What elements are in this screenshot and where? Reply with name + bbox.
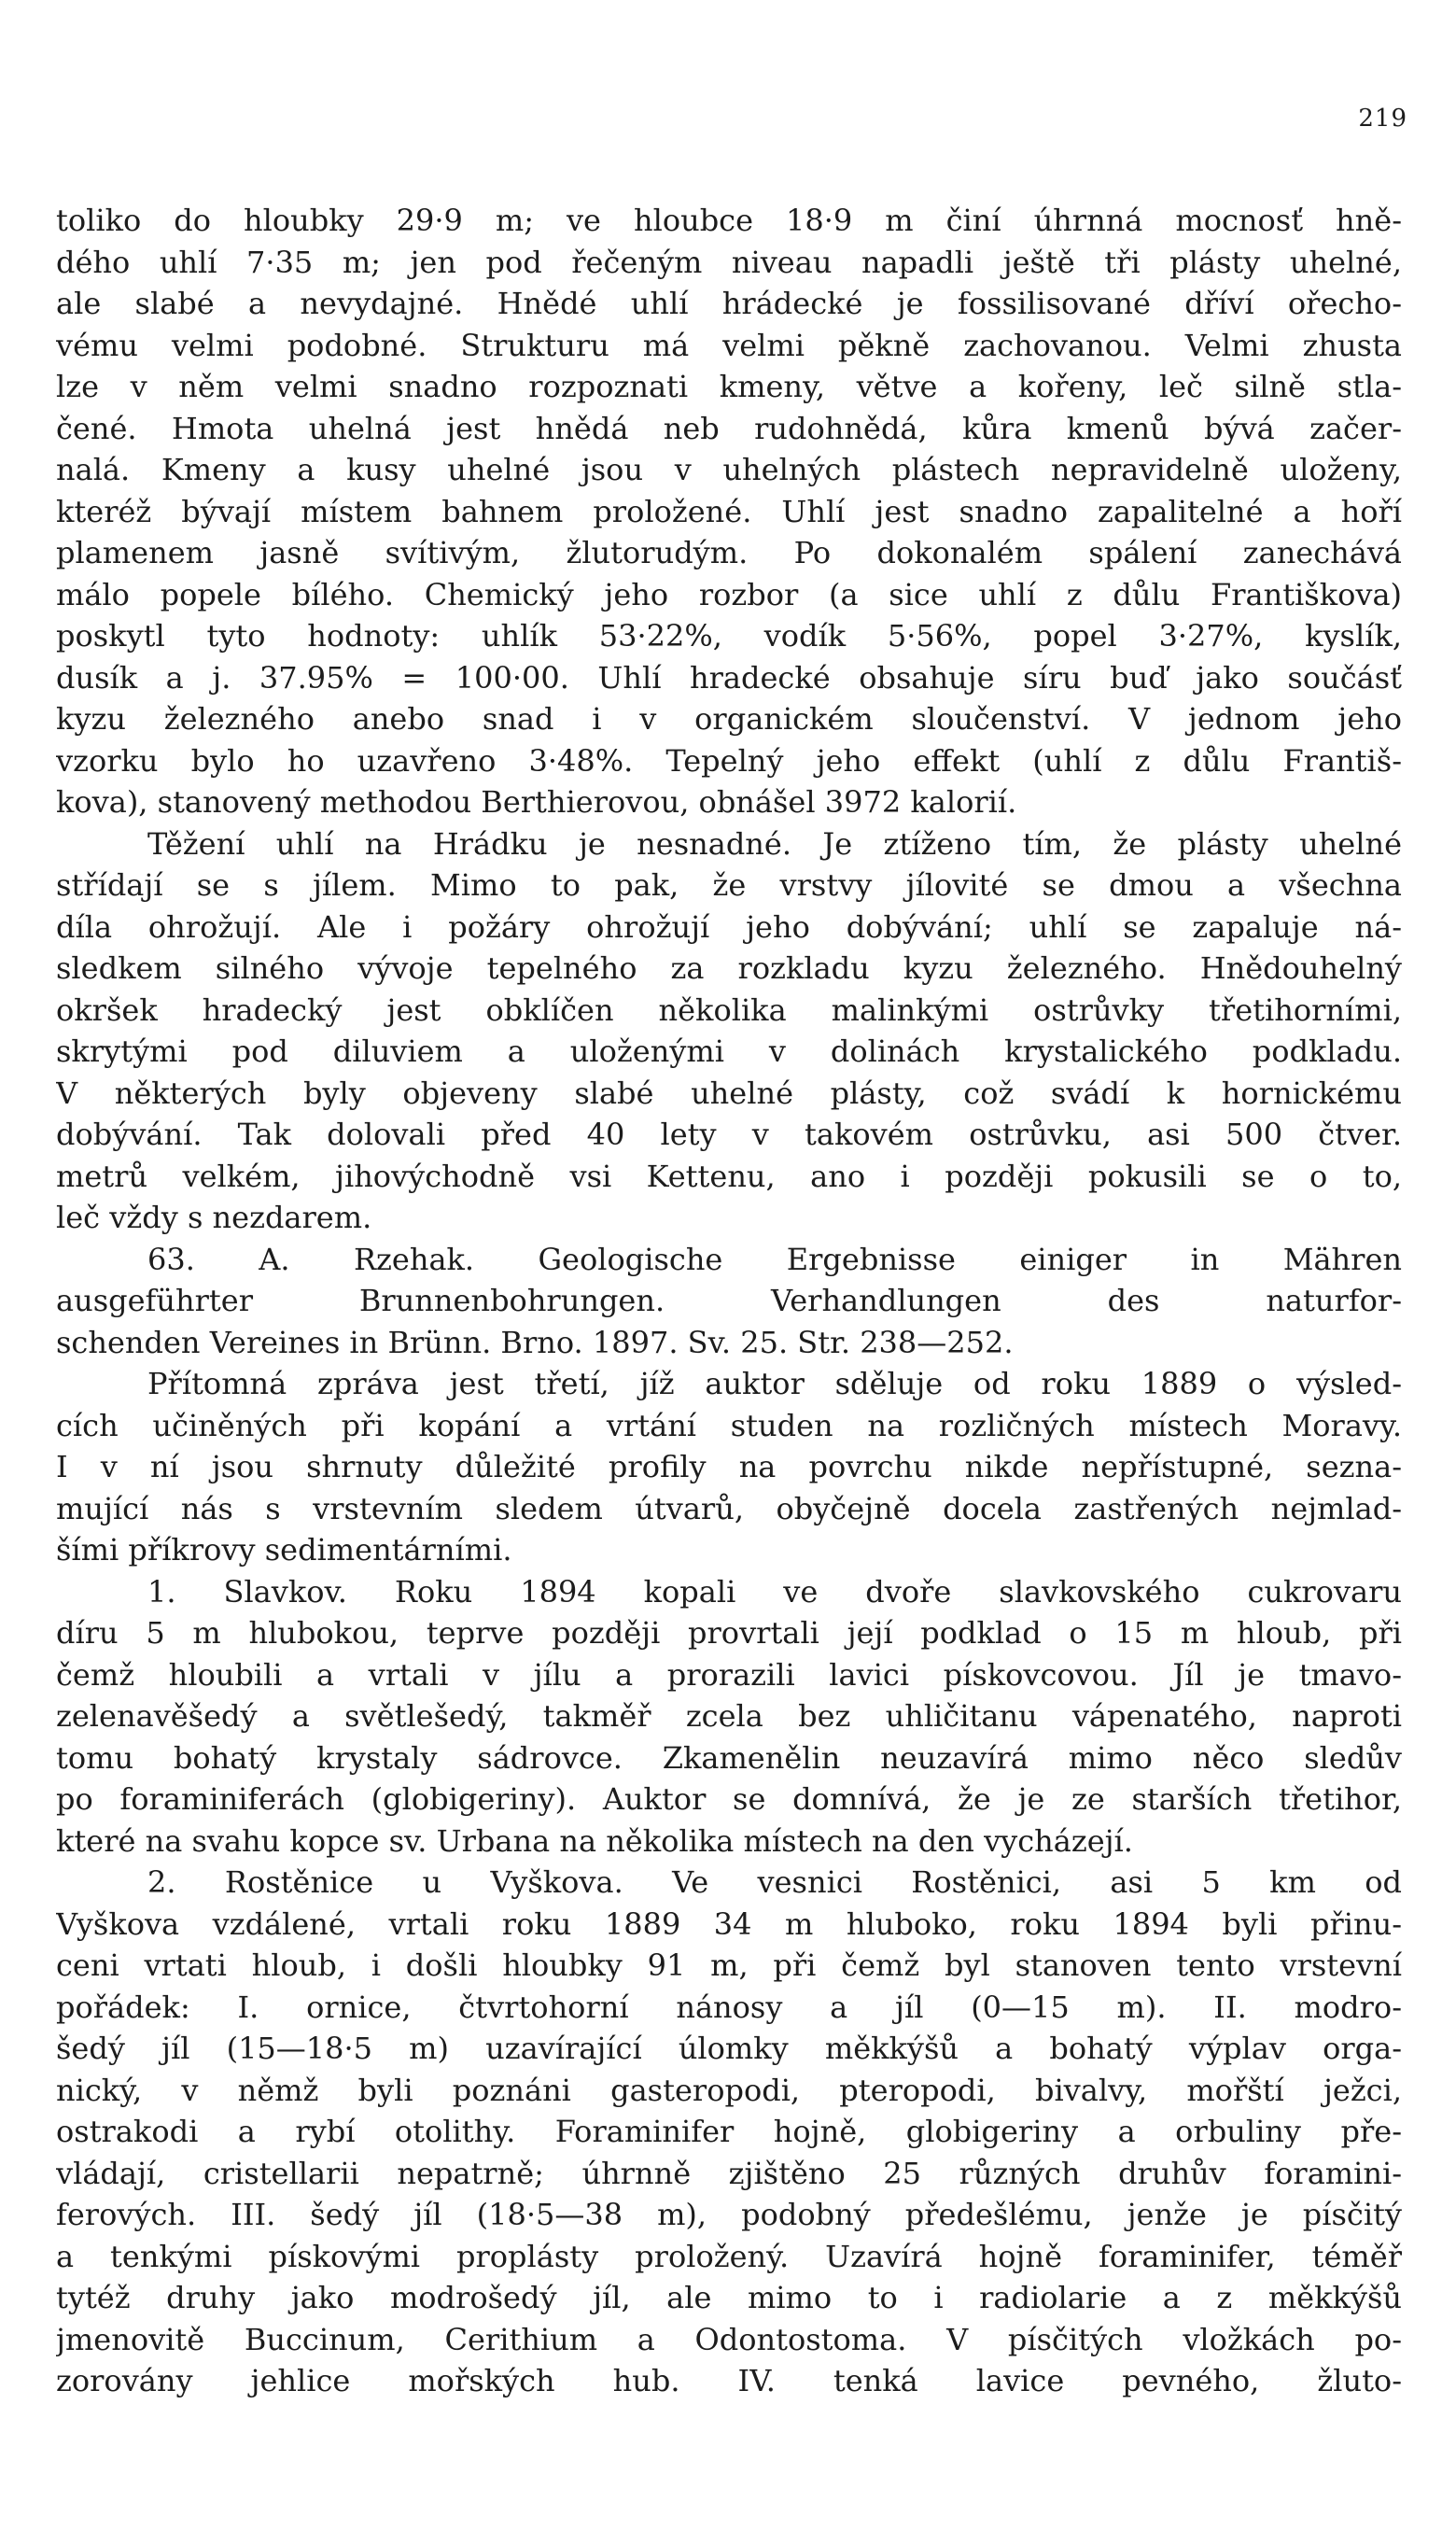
text-line: 2. Rostěnice u Vyškova. Ve vesnici Rostěnici, asi 5 km od	[147, 1864, 1402, 1900]
text-line: 63. A. Rzehak. Geologische Ergebnisse einiger in Mähren	[147, 1241, 1402, 1277]
text-line: Přítomná zpráva jest třetí, jíž auktor sděluje od roku 1889 o výsled-	[147, 1366, 1402, 1401]
text-line: ale slabé a nevydajné. Hnědé uhlí hrádecké je fossilisované dříví ořecho-	[56, 286, 1402, 321]
text-line: šedý jíl (15—18·5 m) uzavírající úlomky měkkýšů a bohatý výplav orga-	[56, 2031, 1402, 2066]
text-line: šími příkrovy sedimentárními.	[56, 1532, 512, 1568]
text-line: jmenovitě Buccinum, Cerithium a Odontostoma. V písčitých vložkách po-	[56, 2321, 1402, 2357]
text-line: kyzu železného anebo snad i v organickém sloučenství. V jednom jeho	[56, 701, 1402, 737]
text-line: které na svahu kopce sv. Urbana na několika místech na den vycházejí.	[56, 1822, 1133, 1859]
text-line: čemž hloubili a vrtali v jílu a prorazili lavici pískovcovou. Jíl je tmavo-	[56, 1656, 1402, 1693]
text-line: a tenkými pískovými proplásty proložený. Uzavírá hojně foraminifer, téměř	[56, 2238, 1402, 2274]
text-line: nický, v němž byli poznáni gasteropodi, pteropodi, bivalvy, mořští ježci,	[56, 2072, 1402, 2108]
text-line: málo popele bílého. Chemický jeho rozbor (a sice uhlí z důlu Františkova)	[56, 576, 1402, 612]
text-line: vzorku bylo ho uzavřeno 3·48%. Tepelný jeho effekt (uhlí z důlu Františ-	[56, 742, 1402, 779]
text-line: zorovány jehlice mořských hub. IV. tenká lavice pevného, žluto-	[56, 2363, 1402, 2398]
text-line: tomu bohatý krystaly sádrovce. Zkamenělin neuzavírá mimo něco sledův	[56, 1739, 1402, 1776]
text-line: dusík a j. 37.95% = 100·00. Uhlí hradecké obsahuje síru buď jako součásť	[56, 659, 1402, 696]
text-line: Vyškova vzdálené, vrtali roku 1889 34 m hluboko, roku 1894 byli přinu-	[56, 1905, 1402, 1942]
text-line: mující nás s vrstevním sledem útvarů, obyčejně docela zastřených nejmlad-	[56, 1490, 1402, 1526]
text-line: V některých byly objeveny slabé uhelné plásty, což svádí k hornickému	[56, 1075, 1402, 1111]
text-line: ferových. III. šedý jíl (18·5—38 m), podobný předešlému, jenže je písčitý	[56, 2197, 1402, 2232]
text-line: pořádek: I. ornice, čtvrtohorní nánosy a jíl (0—15 m). II. modro-	[56, 1989, 1402, 2025]
text-line: čené. Hmota uhelná jest hnědá neb rudohnědá, kůra kmenů bývá začer-	[56, 410, 1402, 446]
text-line: kova), stanovený methodou Berthierovou, obnášel 3972 kalorií.	[56, 784, 1017, 820]
text-line: střídají se s jílem. Mimo to pak, že vrstvy jílovité se dmou a všechna	[56, 867, 1402, 903]
text-line: tytéž druhy jako modrošedý jíl, ale mimo to i radiolarie a z měkkýšů	[56, 2280, 1402, 2315]
text-line: vládají, cristellarii nepatrně; úhrnně zjištěno 25 různých druhův foramini-	[56, 2155, 1402, 2191]
text-line: díla ohrožují. Ale i požáry ohrožují jeho dobývání; uhlí se zapaluje ná-	[56, 908, 1402, 945]
text-line: okršek hradecký jest obklíčen několika malinkými ostrůvky třetihorními,	[56, 991, 1402, 1028]
text-line: sledkem silného vývoje tepelného za rozkladu kyzu železného. Hnědouhelný	[56, 950, 1402, 986]
body-text	[56, 200, 1402, 2402]
text-line: leč vždy s nezdarem.	[56, 1200, 372, 1235]
page-number: 219	[1358, 105, 1407, 133]
text-line: po foraminiferách (globigeriny). Auktor se domnívá, že je ze starších třetihor,	[56, 1781, 1402, 1817]
text-line: poskytl tyto hodnoty: uhlík 53·22%, vodík 5·56%, popel 3·27%, kyslík,	[56, 618, 1402, 654]
text-line: díru 5 m hlubokou, teprve později provrtali její podklad o 15 m hloub, při	[56, 1615, 1402, 1651]
text-line: zelenavěšedý a světlešedý, takměř zcela bez uhličitanu vápenatého, naproti	[56, 1698, 1402, 1734]
text-line: nalá. Kmeny a kusy uhelné jsou v uhelných plástech nepravidelně uloženy,	[56, 452, 1402, 487]
text-line: I v ní jsou shrnuty důležité profily na povrchu nikde nepřístupné, sezna-	[56, 1449, 1402, 1484]
text-line: ceni vrtati hloub, i došli hloubky 91 m, při čemž byl stanoven tento vrstevní	[56, 1947, 1402, 1983]
text-line: skrytými pod diluviem a uloženými v dolinách krystalického podkladu.	[56, 1033, 1402, 1069]
text-line: 1. Slavkov. Roku 1894 kopali ve dvoře slavkovského cukrovaru	[147, 1573, 1402, 1610]
text-line: kteréž bývají místem bahnem proložené. Uhlí jest snadno zapalitelné a hoří	[56, 493, 1402, 529]
text-line: lze v něm velmi snadno rozpoznati kmeny, větve a kořeny, leč silně stla-	[56, 369, 1402, 404]
text-line: metrů velkém, jihovýchodně vsi Kettenu, ano i později pokusili se o to,	[56, 1158, 1402, 1194]
text-line: dobývání. Tak dolovali před 40 lety v takovém ostrůvku, asi 500 čtver.	[56, 1117, 1402, 1152]
text-line: cích učiněných při kopání a vrtání studen na rozličných místech Moravy.	[56, 1407, 1402, 1443]
text-line: ausgeführter Brunnenbohrungen. Verhandlungen des naturfor-	[56, 1283, 1402, 1318]
text-line: schenden Vereines in Brünn. Brno. 1897. Sv. 25. Str. 238—252.	[56, 1324, 1014, 1360]
text-line: toliko do hloubky 29·9 m; ve hloubce 18·9 m činí úhrnná mocnosť hně-	[56, 203, 1402, 238]
text-line: Těžení uhlí na Hrádku je nesnadné. Je ztíženo tím, že plásty uhelné	[147, 825, 1402, 862]
text-line: vému velmi podobné. Strukturu má velmi pěkně zachovanou. Velmi zhusta	[56, 327, 1402, 363]
text-line: ostrakodi a rybí otolithy. Foraminifer hojně, globigeriny a orbuliny pře-	[56, 2114, 1402, 2149]
text-line: plamenem jasně svítivým, žlutorudým. Po dokonalém spálení zanechává	[56, 535, 1402, 570]
text-line: dého uhlí 7·35 m; jen pod řečeným niveau napadli ještě tři plásty uhelné,	[56, 244, 1402, 280]
